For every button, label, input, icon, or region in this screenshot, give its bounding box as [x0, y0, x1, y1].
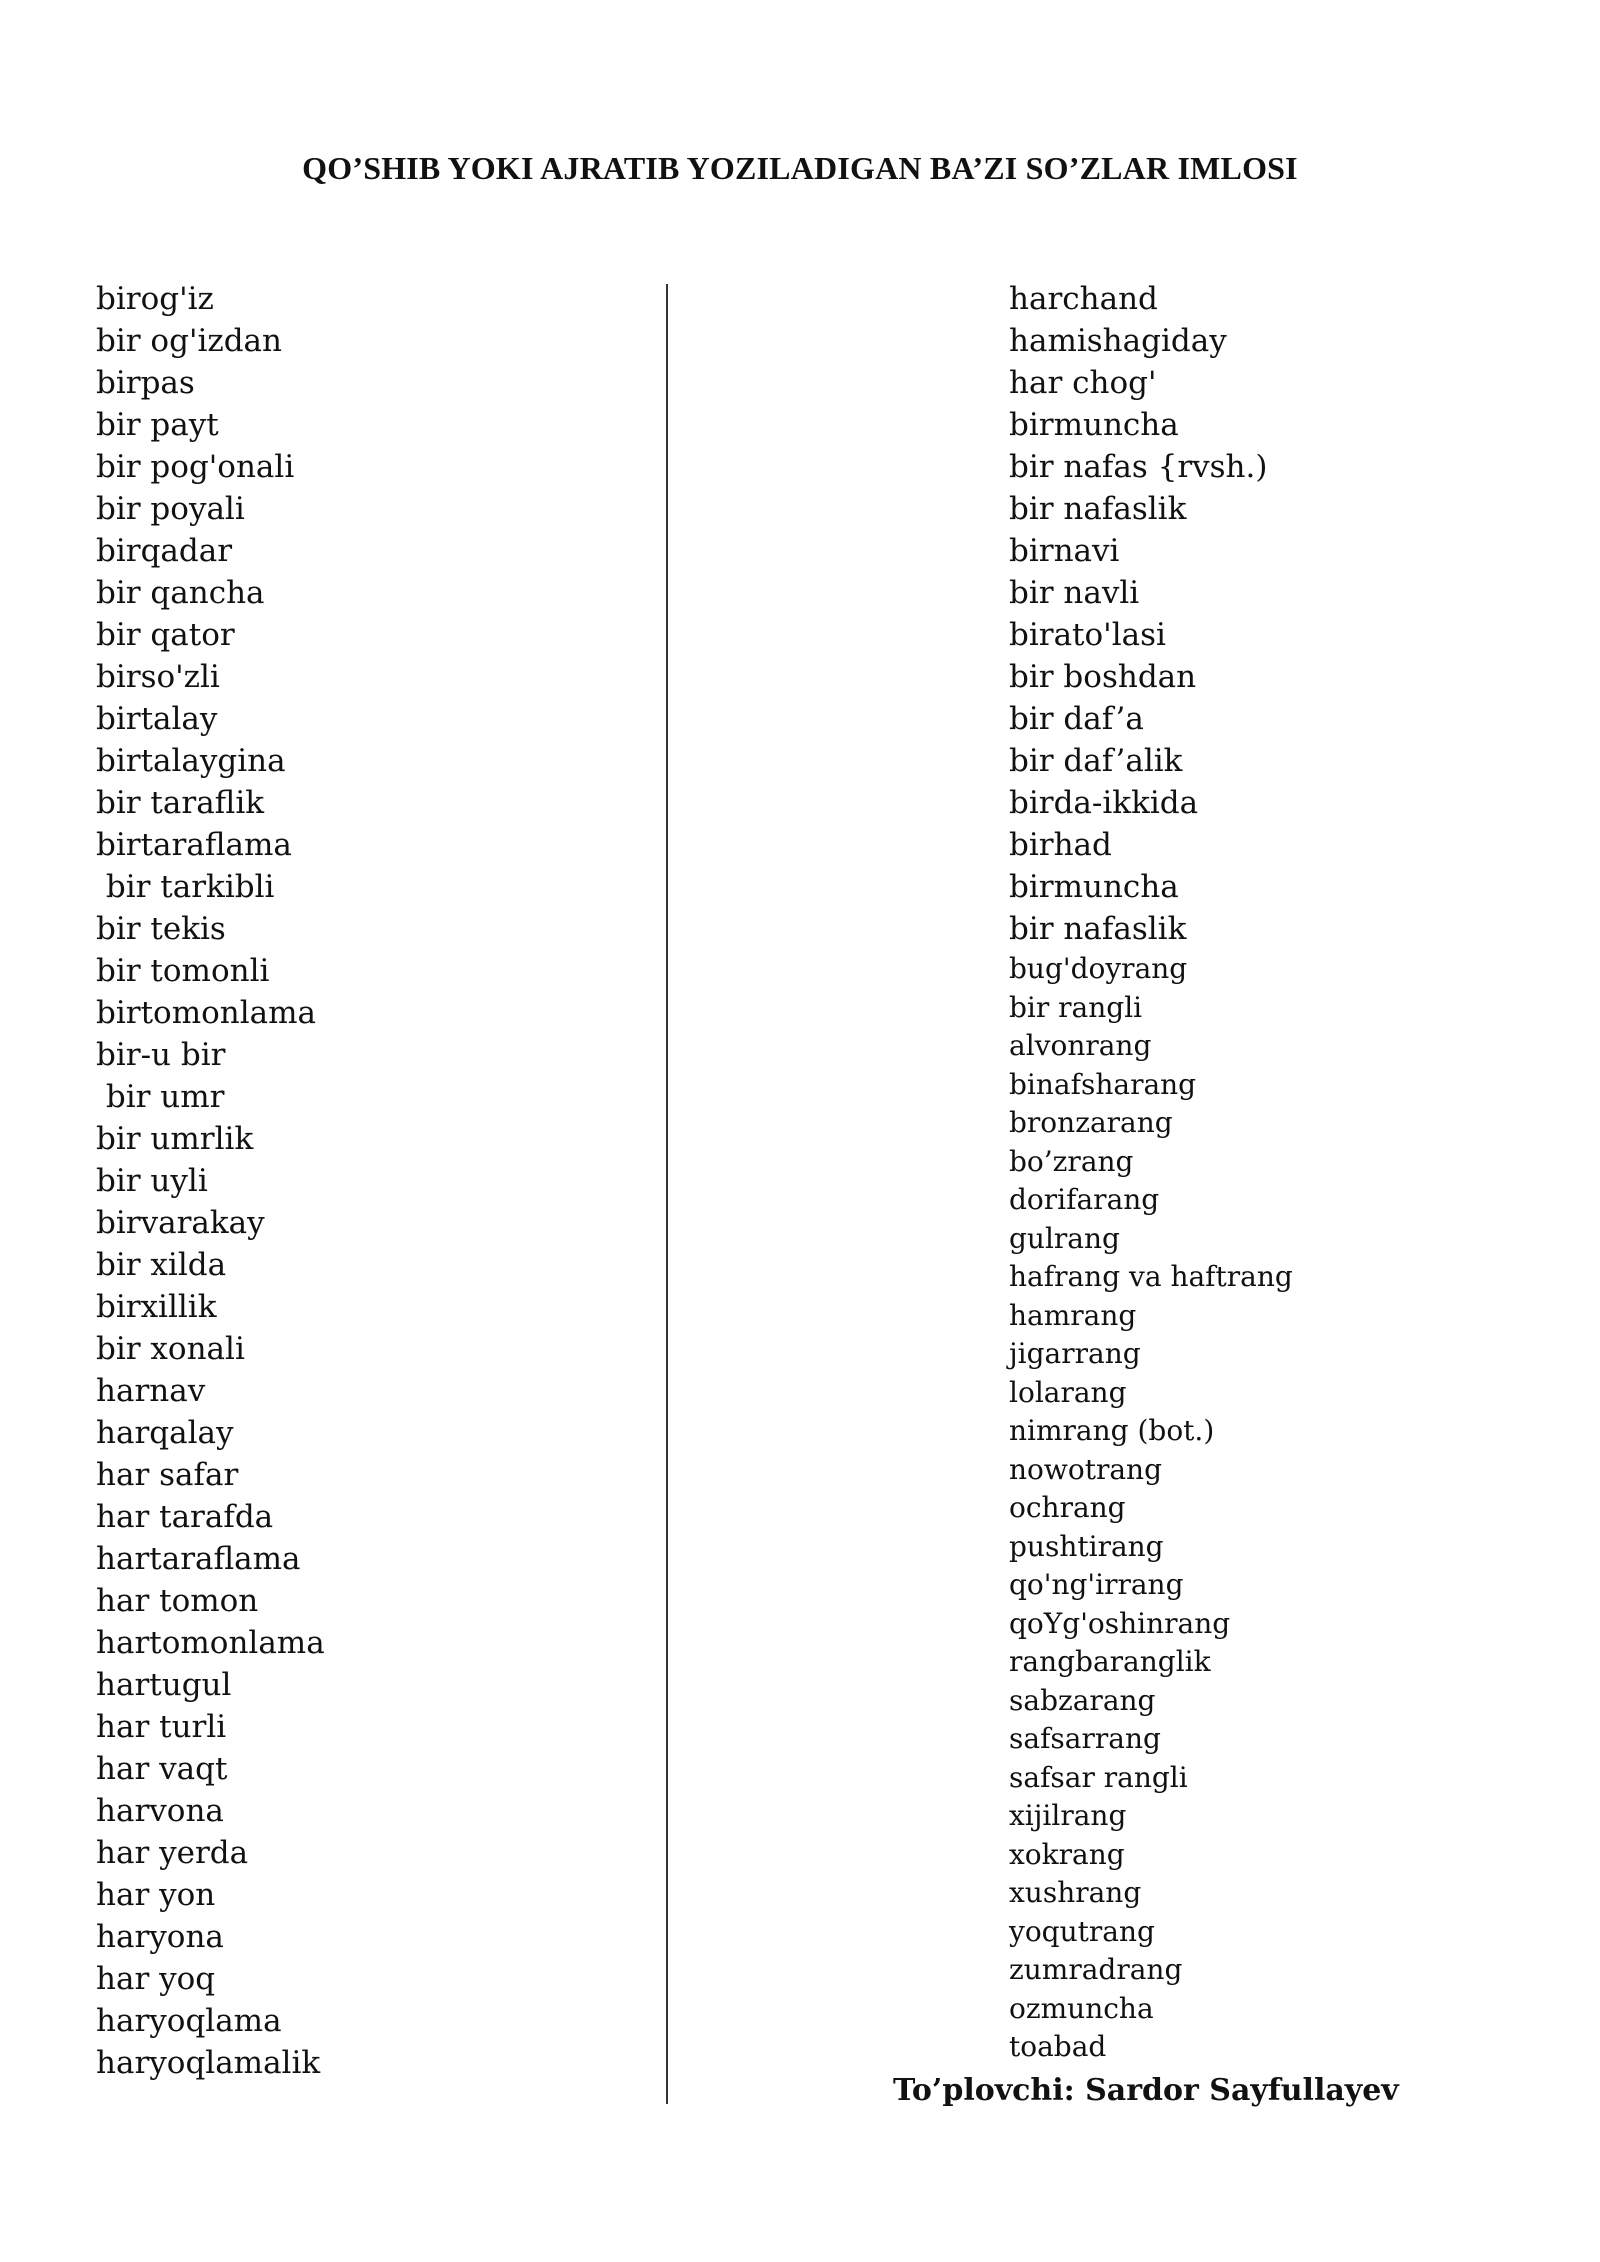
- word-entry: bir og'izdan: [96, 323, 282, 359]
- word-entry: birtaraflama: [96, 827, 292, 863]
- word-entry: birtomonlama: [96, 995, 316, 1031]
- word-entry: bir nafas {rvsh.): [1009, 449, 1268, 485]
- word-entry: birpas: [96, 365, 195, 401]
- word-entry: bir xonali: [96, 1331, 245, 1367]
- word-entry: hartomonlama: [96, 1625, 325, 1661]
- word-entry: birda-ikkida: [1009, 785, 1199, 821]
- word-entry: safsarrang: [1009, 1722, 1161, 1755]
- word-entry: bir poyali: [96, 491, 245, 527]
- word-entry: qo'ng'irrang: [1009, 1568, 1184, 1601]
- column-divider: [666, 284, 668, 2104]
- word-entry: dorifarang: [1009, 1183, 1160, 1216]
- word-entry: haryoqlamalik: [96, 2045, 321, 2081]
- word-entry: bronzarang: [1009, 1106, 1173, 1139]
- word-entry: bir tarkibli: [96, 869, 275, 905]
- word-entry: birnavi: [1009, 533, 1120, 569]
- word-entry: bir tekis: [96, 911, 226, 947]
- word-entry: bir qator: [96, 617, 235, 653]
- word-entry: bo’zrang: [1009, 1144, 1134, 1178]
- word-entry: haryona: [96, 1919, 224, 1955]
- word-entry: bir xilda: [96, 1247, 227, 1283]
- word-entry: birato'lasi: [1009, 617, 1166, 653]
- word-entry: hartugul: [96, 1667, 232, 1703]
- word-entry: bir taraflik: [96, 785, 265, 821]
- word-entry: bir umrlik: [96, 1121, 254, 1157]
- word-entry: bug'doyrang: [1009, 952, 1188, 985]
- word-entry: yoqutrang: [1009, 1914, 1155, 1948]
- word-entry: nimrang (bot.): [1009, 1414, 1215, 1447]
- word-entry: pushtirang: [1009, 1529, 1164, 1563]
- word-entry: bir boshdan: [1009, 659, 1197, 695]
- compiler-credit: To’plovchi: Sardor Sayfullayev: [893, 2073, 1399, 2108]
- word-entry: birhad: [1009, 827, 1112, 863]
- word-entry: jigarrang: [1009, 1337, 1141, 1370]
- word-entry: birtalaygina: [96, 743, 286, 779]
- word-entry: har vaqt: [96, 1751, 228, 1787]
- word-entry: xijilrang: [1009, 1799, 1127, 1832]
- word-entry: nowotrang: [1009, 1452, 1163, 1486]
- word-entry: ochrang: [1009, 1491, 1126, 1524]
- word-entry: xokrang: [1009, 1837, 1125, 1871]
- word-entry: bir pog'onali: [96, 449, 295, 485]
- word-entry: birvarakay: [96, 1205, 265, 1241]
- word-entry: birqadar: [96, 533, 233, 569]
- word-entry: gulrang: [1009, 1221, 1120, 1255]
- word-entry: bir rangli: [1009, 990, 1143, 1024]
- word-entry: har yerda: [96, 1835, 249, 1871]
- word-entry: xushrang: [1009, 1876, 1142, 1909]
- word-entry: birxillik: [96, 1289, 217, 1325]
- word-entry: bir navli: [1009, 575, 1140, 611]
- right-word-list: [1009, 278, 1293, 2067]
- word-entry: har yoq: [96, 1961, 216, 1997]
- word-entry: qoYg'oshinrang: [1009, 1606, 1231, 1640]
- word-entry: bir daf’a: [1009, 701, 1144, 737]
- word-entry: birmuncha: [1009, 407, 1179, 443]
- word-entry: ozmuncha: [1009, 1991, 1154, 2025]
- word-entry: zumradrang: [1009, 1953, 1183, 1986]
- word-entry: hamishagiday: [1009, 323, 1227, 359]
- word-entry: bir payt: [96, 407, 219, 443]
- word-entry: birso'zli: [96, 659, 220, 695]
- word-entry: bir nafaslik: [1009, 491, 1187, 527]
- word-entry: safsar rangli: [1009, 1760, 1188, 1794]
- word-entry: bir daf’alik: [1009, 743, 1183, 779]
- word-entry: bir-u bir: [96, 1037, 226, 1073]
- word-entry: harvona: [96, 1793, 224, 1829]
- word-entry: hafrang va haftrang: [1009, 1260, 1293, 1293]
- word-entry: har safar: [96, 1457, 239, 1493]
- word-entry: har tarafda: [96, 1499, 274, 1535]
- word-entry: bir umr: [96, 1079, 225, 1115]
- word-entry: haryoqlama: [96, 2003, 282, 2039]
- word-entry: birog'iz: [96, 281, 214, 317]
- word-entry: binafsharang: [1009, 1067, 1197, 1101]
- word-entry: birtalay: [96, 701, 218, 737]
- word-entry: harqalay: [96, 1415, 234, 1451]
- word-entry: bir qancha: [96, 575, 265, 611]
- word-entry: bir nafaslik: [1009, 911, 1187, 947]
- word-entry: har chog': [1009, 365, 1157, 401]
- word-entry: alvonrang: [1009, 1029, 1152, 1062]
- word-entry: harchand: [1009, 281, 1158, 317]
- word-entry: harnav: [96, 1373, 206, 1409]
- word-entry: bir tomonli: [96, 953, 270, 989]
- word-entry: birmuncha: [1009, 869, 1179, 905]
- word-entry: sabzarang: [1009, 1683, 1156, 1717]
- word-entry: rangbaranglik: [1009, 1645, 1211, 1678]
- word-entry: har turli: [96, 1709, 227, 1745]
- word-entry: har tomon: [96, 1583, 259, 1619]
- word-entry: lolarang: [1009, 1375, 1127, 1409]
- word-entry: hartaraflama: [96, 1541, 301, 1577]
- word-entry: har yon: [96, 1877, 216, 1913]
- page-title: QO’SHIB YOKI AJRATIB YOZILADIGAN BA’ZI SO’ZLAR IMLOSI: [302, 150, 1298, 186]
- left-word-list: [96, 278, 325, 2084]
- word-entry: bir uyli: [96, 1163, 208, 1199]
- word-entry: toabad: [1009, 2030, 1107, 2063]
- word-entry: hamrang: [1009, 1298, 1137, 1332]
